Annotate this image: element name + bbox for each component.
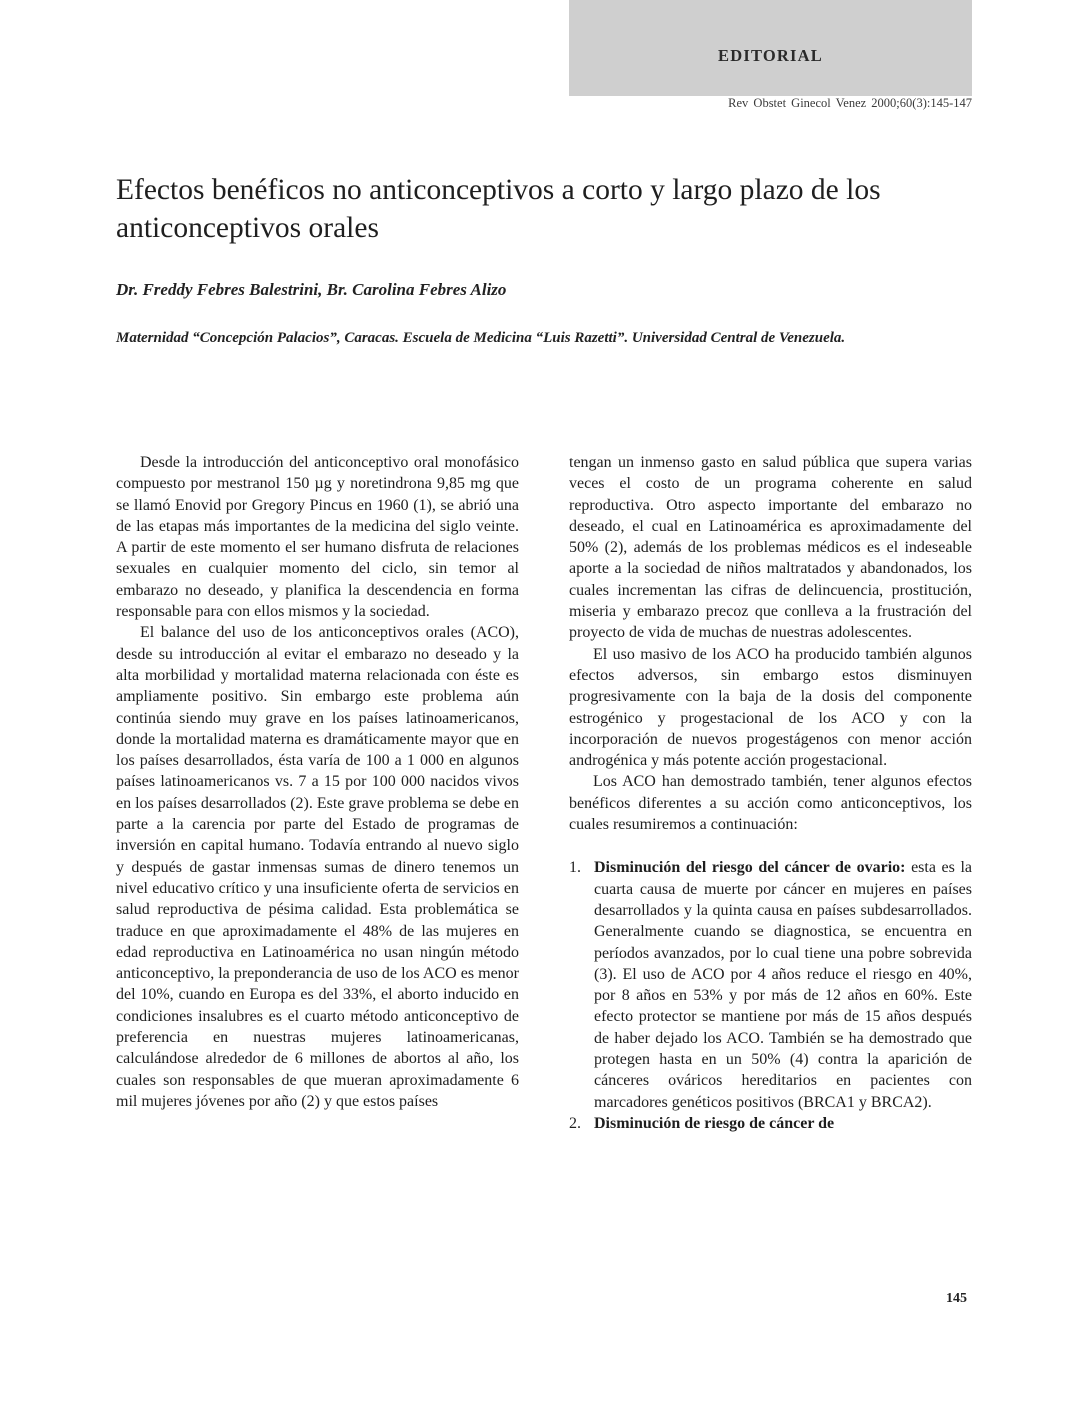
section-label: EDITORIAL bbox=[718, 46, 823, 65]
list-item bbox=[569, 857, 972, 1113]
body-paragraph: Desde la introducción del anticonceptivo oral monofásico compuesto por mestranol 150 µg y noretindrona 9,85 mg que se llamó Enovid por Gregory Pincus en 1960 (1), se abrió una de las etapas más importantes de la medicina del siglo veinte. A partir de este momento el ser humano disfruta de relaciones sexuales en cualquier momento del ciclo, sin temor al embarazo no deseado, y planifica la descendencia en forma responsable para con ellos mismos y la sociedad. bbox=[116, 454, 519, 621]
benefits-list bbox=[569, 857, 972, 1134]
body-paragraph-continuation: tengan un inmenso gasto en salud pública que supera varias veces el costo de un programa coherente en salud reproductiva. Otro aspecto importante del embarazo no deseado, el cual en Latinoamérica es aproximadamente del 50% (2), además de los problemas médicos es el indeseable aporte a la sociedad de niños maltratados y abandonados, los cuales incrementan las cifras de delincuencia, prostitución, miseria y embarazo precoz que conlleva a la frustración del proyecto de vida de muchas de nuestras adolescentes. bbox=[569, 454, 972, 642]
journal-citation: Rev Obstet Ginecol Venez 2000;60(3):145-147 bbox=[728, 96, 972, 110]
article-title: Efectos benéficos no anticonceptivos a corto y largo plazo de los anticonceptivos orales bbox=[116, 174, 881, 244]
list-item-text: esta es la cuarta causa de muerte por cáncer en mujeres en países desarrollados y la quinta causa en países subdesarrollados. Generalmente cuando se diagnostica, se encuentra en períodos avanzados, por lo cual tiene una pobre sobrevida (3). El uso de ACO por 4 años reduce el riesgo en 40%, por 8 años en 53% y por más de 12 años en 60%. Este efecto protector se mantiene por más de 15 años después de haber dejado los ACO. También se ha demostrado que protegen hasta en un 50% (4) contra la aparición de cánceres ováricos hereditarios en pacientes con marcadores genéticos positivos (BRCA1 y BRCA2). bbox=[594, 859, 972, 1111]
list-item-heading: Disminución del riesgo del cáncer de ovario: bbox=[594, 859, 906, 877]
list-item bbox=[569, 1113, 972, 1134]
article-authors: Dr. Freddy Febres Balestrini, Br. Carolina Febres Alizo bbox=[116, 280, 507, 299]
right-column bbox=[569, 452, 972, 1134]
list-item-body bbox=[594, 1113, 972, 1134]
body-paragraph: El balance del uso de los anticonceptivos orales (ACO), desde su introducción al evitar el embarazo no deseado y la alta morbilidad y mortalidad materna relacionada con éste es ampliamente positivo. Sin embargo este problema aún continúa siendo muy grave en los países latinoamericanos, donde la mortalidad materna es dramáticamente mayor que en los países desarrollados, ésta varía de 100 a 1 000 en algunos países latinoamericanos vs. 7 a 15 por 100 000 nacidos vivos en los países desarrollados (2). Este grave problema se debe en parte a la carencia por parte del Estado de programas de inversión en capital humano. Todavía entrando al nuevo siglo y después de gastar inmensas sumas de dinero tenemos un nivel educativo crítico y una insuficiente oferta de servicios en salud reproductiva de pésima calidad. Esta problemática se traduce en que aproximadamente el 48% de las mujeres en edad reproductiva en Latinoamérica no usan ningún método anticonceptivo, la preponderancia de uso de los ACO es menor del 10%, cuando en Europa es del 33%, el aborto inducido en condiciones insalubres es el cuarto método anticonceptivo de preferencia en nuestras mujeres latinoamericanas, calculándose alrededor de 6 millones de abortos al año, los cuales son responsables de que mueran aproximadamente 6 mil mujeres jóvenes por año (2) y que estos países bbox=[116, 624, 519, 1110]
list-item-heading: Disminución de riesgo de cáncer de bbox=[594, 1114, 835, 1132]
section-header-box bbox=[569, 0, 972, 96]
left-column bbox=[116, 452, 519, 1112]
body-paragraph: Los ACO han demostrado también, tener algunos efectos benéficos diferentes a su acción como anticonceptivos, los cuales resumiremos a continuación: bbox=[569, 773, 972, 834]
list-item-body bbox=[594, 857, 972, 1113]
list-item-number: 2. bbox=[569, 1114, 581, 1132]
body-paragraph: El uso masivo de los ACO ha producido también algunos efectos adversos, sin embargo estos disminuyen progresivamente con la baja de la dosis del componente estrogénico y progestacional de los ACO y con la incorporación de nuevos progestágenos con menor acción androgénica y más potente acción progestacional. bbox=[569, 645, 972, 770]
list-item-number: 1. bbox=[569, 859, 581, 877]
page-number: 145 bbox=[946, 1291, 967, 1306]
author-affiliation: Maternidad “Concepción Palacios”, Caracas. Escuela de Medicina “Luis Razetti”. Universidad Central de Venezuela. bbox=[116, 330, 846, 346]
